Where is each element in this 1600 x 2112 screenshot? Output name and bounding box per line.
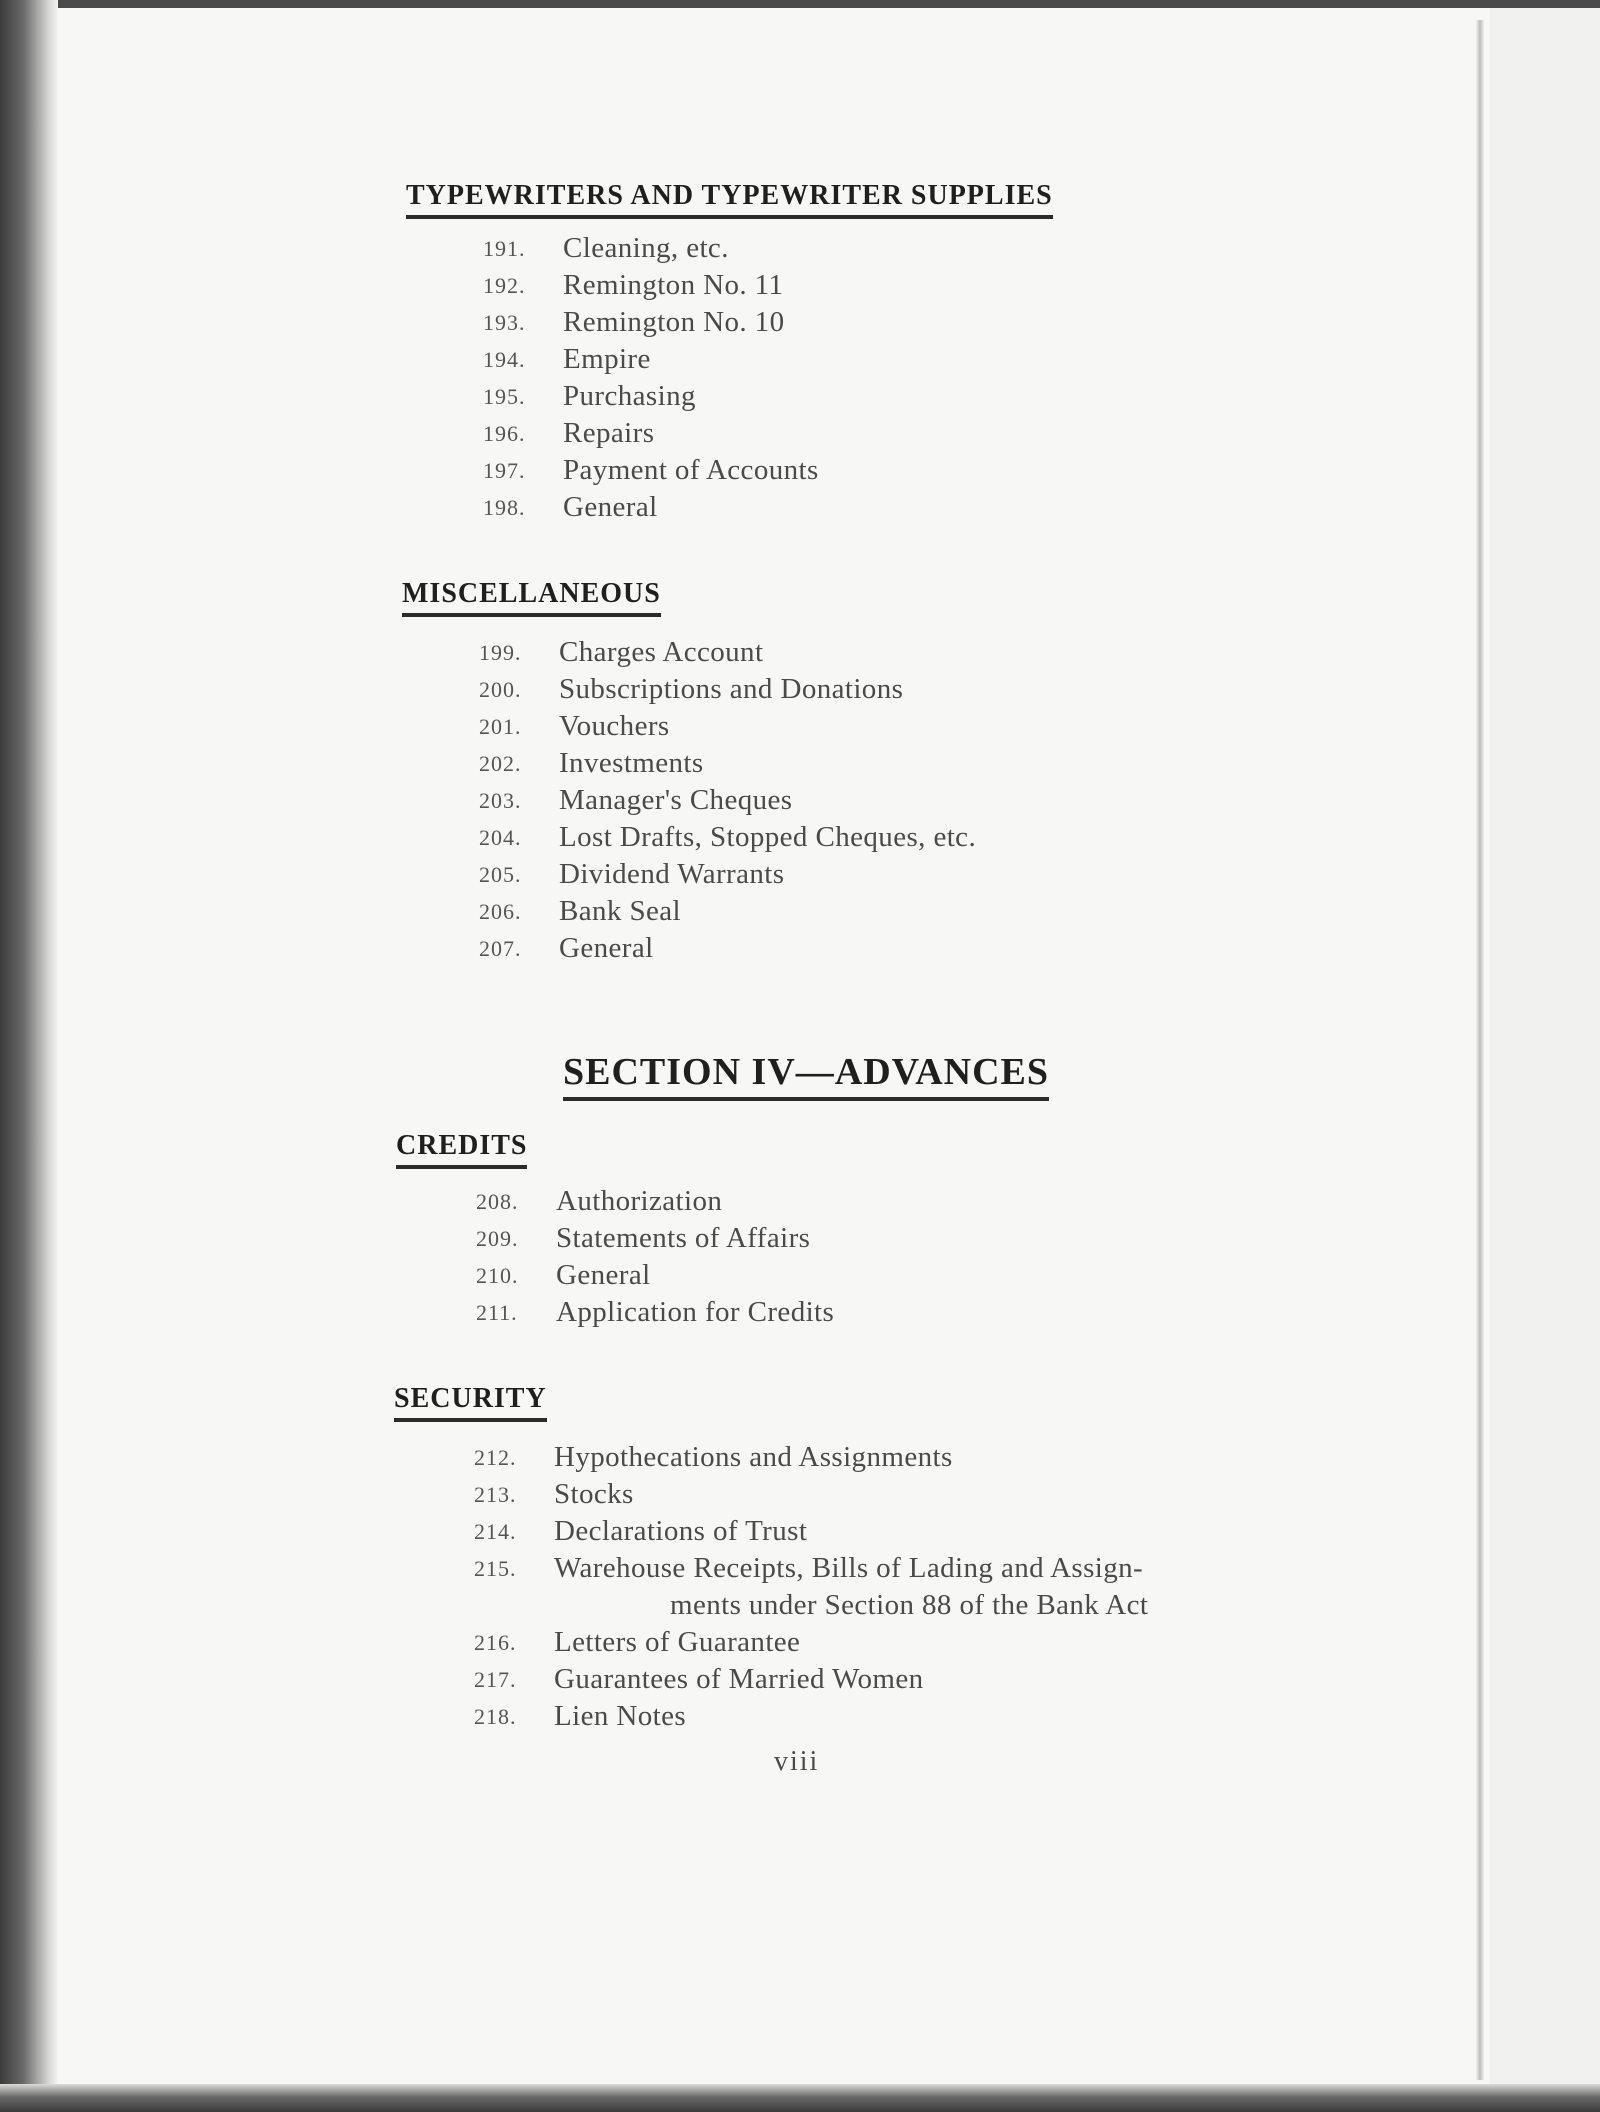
entry-title: Warehouse Receipts, Bills of Lading and Assign- xyxy=(554,1552,1144,1584)
entry-number: 199. xyxy=(479,640,522,665)
entry-number: 213. xyxy=(474,1482,517,1507)
entry-title: Empire xyxy=(563,343,651,375)
entry-title: Purchasing xyxy=(563,380,696,412)
entry-title: Charges Account xyxy=(559,636,764,668)
toc-entry-215-continuation: ments under Section 88 of the Bank Act xyxy=(670,1589,1149,1621)
entry-number: 197. xyxy=(483,458,526,483)
entry-number: 206. xyxy=(479,899,522,924)
entry-number: 198. xyxy=(483,495,526,520)
scan-bottom-edge xyxy=(0,2084,1600,2112)
entry-title: General xyxy=(563,491,658,523)
entry-number: 218. xyxy=(474,1704,517,1729)
entry-number: 200. xyxy=(479,677,522,702)
entry-number: 202. xyxy=(479,751,522,776)
scan-top-edge xyxy=(0,0,1600,8)
miscellaneous-heading: MISCELLANEOUS xyxy=(402,578,661,617)
entry-number: 201. xyxy=(479,714,522,739)
entry-number: 192. xyxy=(483,273,526,298)
entry-title: Application for Credits xyxy=(556,1296,835,1328)
entry-title: Authorization xyxy=(556,1185,723,1217)
entry-title: Payment of Accounts xyxy=(563,454,819,486)
entry-title: Manager's Cheques xyxy=(559,784,793,816)
security-heading: SECURITY xyxy=(394,1383,547,1422)
entry-title: Remington No. 11 xyxy=(563,269,784,301)
entry-title: Dividend Warrants xyxy=(559,858,785,890)
entry-title: General xyxy=(559,932,654,964)
entry-number: 216. xyxy=(474,1630,517,1655)
entry-number: 204. xyxy=(479,825,522,850)
entry-number: 209. xyxy=(476,1226,519,1251)
entry-title: Lost Drafts, Stopped Cheques, etc. xyxy=(559,821,977,853)
entry-number: 210. xyxy=(476,1263,519,1288)
entry-number: 203. xyxy=(479,788,522,813)
entry-title: Letters of Guarantee xyxy=(554,1626,801,1658)
entry-title: Guarantees of Married Women xyxy=(554,1663,924,1695)
entry-title: Hypothecations and Assignments xyxy=(554,1441,953,1473)
entry-title: Lien Notes xyxy=(554,1700,687,1732)
entry-number: 194. xyxy=(483,347,526,372)
entry-title: Vouchers xyxy=(559,710,670,742)
typewriters-heading: TYPEWRITERS AND TYPEWRITER SUPPLIES xyxy=(406,180,1053,219)
entry-number: 196. xyxy=(483,421,526,446)
entry-title: Repairs xyxy=(563,417,655,449)
entry-title: Remington No. 10 xyxy=(563,306,785,338)
entry-number: 217. xyxy=(474,1667,517,1692)
entry-number: 208. xyxy=(476,1189,519,1214)
credits-heading: CREDITS xyxy=(396,1130,527,1169)
page-number: viii xyxy=(774,1746,820,1777)
page-gutter xyxy=(1476,20,1484,2080)
entry-title: Investments xyxy=(559,747,704,779)
entry-number: 212. xyxy=(474,1445,517,1470)
entry-title: Bank Seal xyxy=(559,895,681,927)
entry-number: 195. xyxy=(483,384,526,409)
entry-number: 215. xyxy=(474,1556,517,1581)
entry-number: 205. xyxy=(479,862,522,887)
entry-number: 193. xyxy=(483,310,526,335)
entry-number: 191. xyxy=(483,236,526,261)
book-spine-edge xyxy=(0,0,58,2112)
entry-number: 214. xyxy=(474,1519,517,1544)
section-iv-heading: SECTION IV—ADVANCES xyxy=(563,1050,1049,1101)
entry-title: Cleaning, etc. xyxy=(563,232,729,264)
entry-title: General xyxy=(556,1259,651,1291)
entry-title: Stocks xyxy=(554,1478,634,1510)
entry-number: 211. xyxy=(476,1300,518,1325)
entry-title: Subscriptions and Donations xyxy=(559,673,904,705)
entry-number: 207. xyxy=(479,936,522,961)
facing-page-strip xyxy=(1490,8,1600,2084)
entry-title: Declarations of Trust xyxy=(554,1515,808,1547)
entry-title: Statements of Affairs xyxy=(556,1222,811,1254)
